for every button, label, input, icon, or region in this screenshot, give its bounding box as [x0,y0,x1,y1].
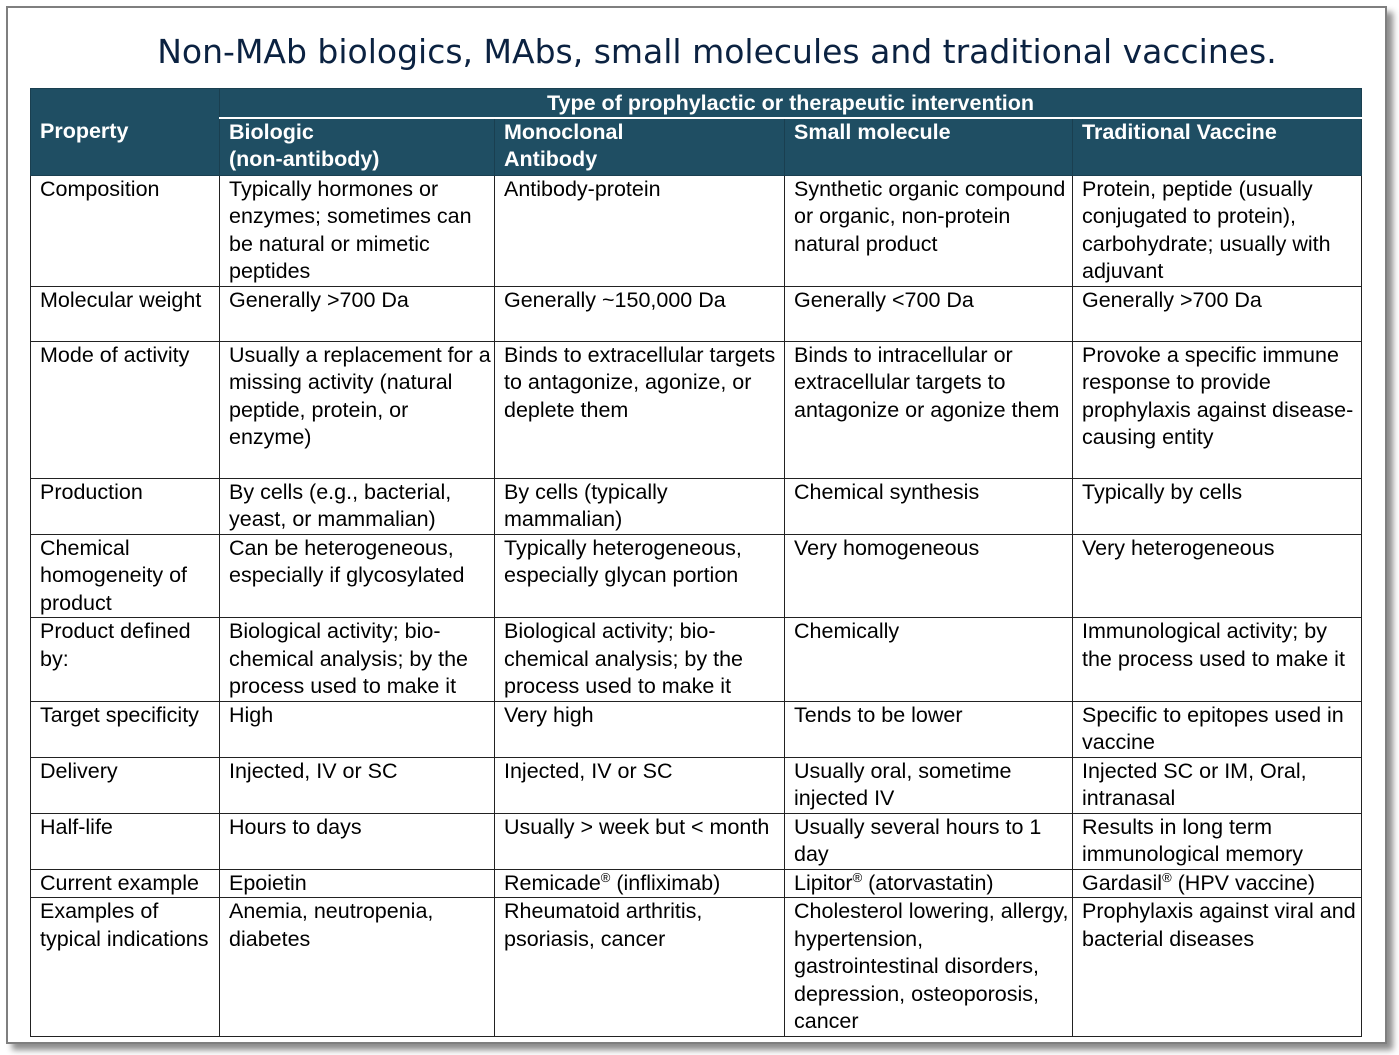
group-header: Type of prophylactic or therapeutic intervention [220,89,1362,119]
table-cell: Biological activity; bio-chemical analysis; by the process used to make it [495,618,785,702]
table-cell: Synthetic organic compound or organic, non-protein natural product [785,175,1073,286]
registered-mark: ® [1162,869,1172,885]
table-cell: Protein, peptide (usually conjugated to protein), carbohydrate; usually with adjuvant [1073,175,1362,286]
table-cell: Generally >700 Da [220,286,495,341]
table-cell: Binds to intracellular or extracellular targets to antagonize or agonize them [785,341,1073,478]
registered-mark: ® [600,869,611,885]
table-cell: By cells (typically mammalian) [495,478,785,534]
table-cell: Usually a replacement for a missing activity (natural peptide, protein, or enzyme) [220,341,495,478]
table-cell: Usually oral, sometime injected IV [785,757,1073,813]
table-row [31,813,1362,869]
table-cell: Biological activity; bio-chemical analysis; by the process used to make it [220,618,495,702]
row-property: Product defined by: [31,618,220,702]
table-row-current-example [31,869,1362,898]
table-cell: Very high [495,701,785,757]
table-cell: Generally >700 Da [1073,286,1362,341]
table-cell: Rheumatoid arthritis, psoriasis, cancer [495,898,785,1037]
table-row [31,898,1362,1037]
table-cell [495,869,785,898]
column-header-monoclonal-antibody: Monoclonal Antibody [495,118,785,175]
table-cell: Injected, IV or SC [220,757,495,813]
table-cell [1073,869,1362,898]
table-row [31,286,1362,341]
table-cell: Anemia, neutropenia, diabetes [220,898,495,1037]
table-cell: Epoietin [220,869,495,898]
product-name: Remicade [504,870,601,895]
column-header-biologic: Biologic (non-antibody) [220,118,495,175]
row-property: Delivery [31,757,220,813]
table-cell: Can be heterogeneous, especially if glycosylated [220,534,495,618]
table-row [31,478,1362,534]
table-cell: Very heterogeneous [1073,534,1362,618]
table-cell: Typically by cells [1073,478,1362,534]
table-row [31,701,1362,757]
row-property: Target specificity [31,701,220,757]
table-cell: High [220,701,495,757]
row-property: Current example [31,869,220,898]
table-cell: Generally ~150,000 Da [495,286,785,341]
table-cell: Chemical synthesis [785,478,1073,534]
table-cell: Usually > week but < month [495,813,785,869]
table-cell: Typically hormones or enzymes; sometimes can be natural or mimetic peptides [220,175,495,286]
generic-name: (HPV vaccine) [1171,870,1316,895]
table-cell: Chemically [785,618,1073,702]
table-cell: Binds to extracellular targets to antagonize, agonize, or deplete them [495,341,785,478]
table-row [31,175,1362,286]
row-property: Composition [31,175,220,286]
row-property: Examples of typical indications [31,898,220,1037]
table-row [31,618,1362,702]
generic-name: (infliximab) [610,870,721,895]
row-property: Production [31,478,220,534]
table-row [31,757,1362,813]
table-cell: By cells (e.g., bacterial, yeast, or mammalian) [220,478,495,534]
property-header: Property [31,89,220,176]
column-header-traditional-vaccine: Traditional Vaccine [1073,118,1362,175]
table-cell: Generally <700 Da [785,286,1073,341]
table-cell: Results in long term immunological memory [1073,813,1362,869]
table-cell [785,869,1073,898]
product-name: Gardasil [1082,870,1163,895]
table-cell: Usually several hours to 1 day [785,813,1073,869]
table-row [31,534,1362,618]
comparison-table [30,88,1362,1037]
column-header-small-molecule: Small molecule [785,118,1073,175]
product-name: Lipitor [794,870,853,895]
table-cell: Immunological activity; by the process used to make it [1073,618,1362,702]
table-cell: Hours to days [220,813,495,869]
table-cell: Antibody-protein [495,175,785,286]
row-property: Chemical homogeneity of product [31,534,220,618]
table-cell: Typically heterogeneous, especially glycan portion [495,534,785,618]
table-cell: Prophylaxis against viral and bacterial diseases [1073,898,1362,1037]
table-cell: Injected, IV or SC [495,757,785,813]
table-cell: Provoke a specific immune response to provide prophylaxis against disease-causing entity [1073,341,1362,478]
row-property: Half-life [31,813,220,869]
table-row [31,341,1362,478]
table-cell: Injected SC or IM, Oral, intranasal [1073,757,1362,813]
registered-mark: ® [852,869,863,885]
table-cell: Cholesterol lowering, allergy, hypertension, gastrointestinal disorders, depression, osteoporosis, cancer [785,898,1073,1037]
generic-name: (atorvastatin) [862,870,994,895]
page-title: Non-MAb biologics, MAbs, small molecules and traditional vaccines. [157,32,1277,71]
row-property: Mode of activity [31,341,220,478]
table-cell: Tends to be lower [785,701,1073,757]
table-cell: Very homogeneous [785,534,1073,618]
row-property: Molecular weight [31,286,220,341]
table-cell: Specific to epitopes used in vaccine [1073,701,1362,757]
